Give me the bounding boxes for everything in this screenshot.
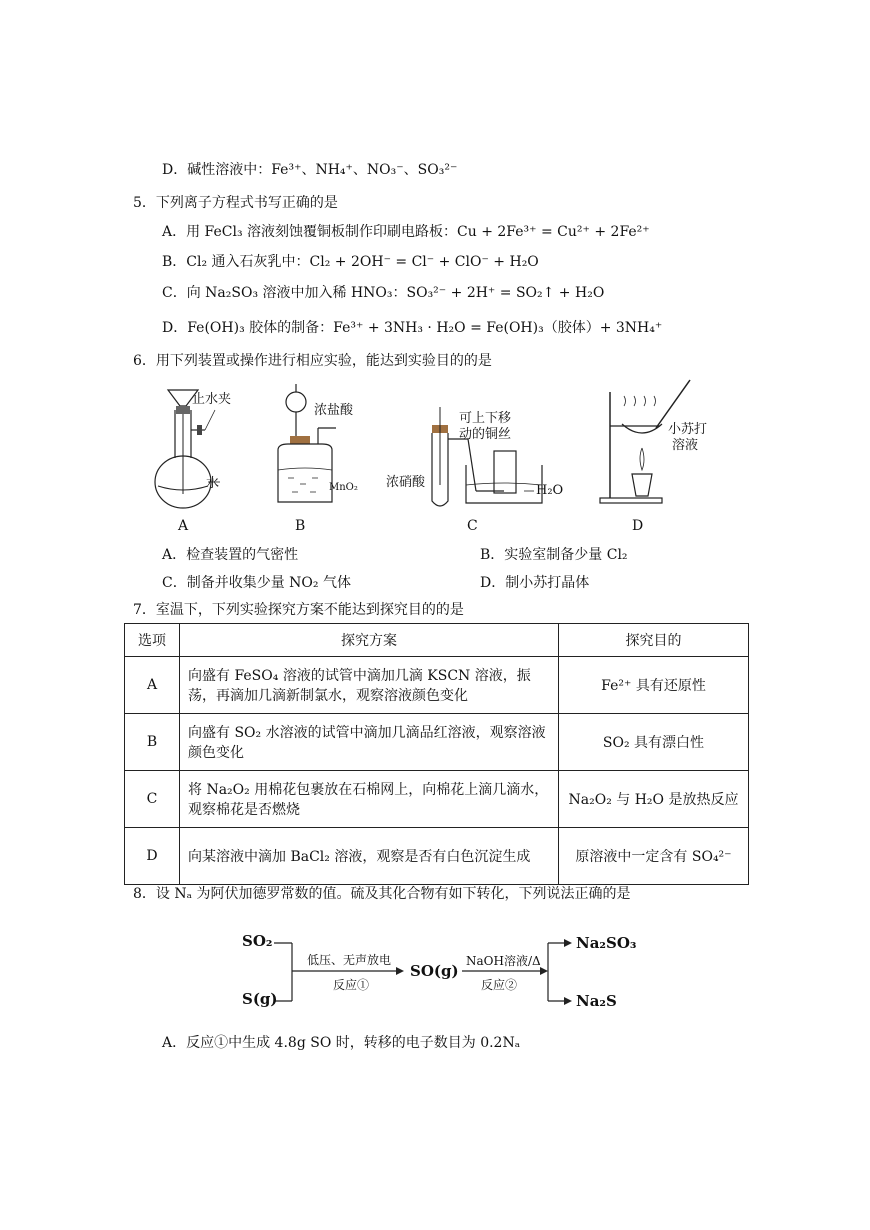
diagram-r2: 反应② [481, 978, 518, 992]
diagram-so: SO(g) [410, 962, 459, 980]
figure-c-caption: C [467, 518, 478, 534]
figure-b-acid-label: 浓盐酸 [314, 403, 354, 418]
figure-b-caption: B [295, 518, 306, 534]
row-option: B [125, 714, 180, 771]
q8-option-a: A．反应①中生成 4.8g SO 时，转移的电子数目为 0.2Nₐ [162, 1035, 521, 1051]
table-row [125, 657, 749, 714]
row-goal: Na₂O₂ 与 H₂O 是放热反应 [559, 771, 749, 828]
figure-a-clamp-label: 止水夹 [192, 392, 232, 407]
table-row [125, 714, 749, 771]
figure-d-label-2: 溶液 [672, 438, 699, 453]
diagram-s: S(g) [242, 990, 278, 1008]
diagram-cond1: 低压、无声放电 [307, 953, 392, 967]
figure-c-wire-label-1: 可上下移 [459, 411, 512, 426]
q6-option-a: A．检查装置的气密性 [162, 547, 299, 563]
table-header-row [125, 624, 749, 657]
row-goal: Fe²⁺ 具有还原性 [559, 657, 749, 714]
row-goal: 原溶液中一定含有 SO₄²⁻ [559, 828, 749, 885]
q5-option-c: C．向 Na₂SO₃ 溶液中加入稀 HNO₃：SO₃²⁻ + 2H⁺ = SO₂↑ + H₂O [162, 285, 605, 301]
diagram-na2so3: Na₂SO₃ [576, 934, 637, 952]
figure-c-water-label: H₂O [536, 483, 564, 498]
q7-table [124, 623, 749, 885]
q5-option-b: B．Cl₂ 通入石灰乳中：Cl₂ + 2OH⁻ = Cl⁻ + ClO⁻ + H₂O [162, 254, 539, 270]
q6-option-c: C．制备并收集少量 NO₂ 气体 [162, 575, 351, 591]
q5-stem: 5．下列离子方程式书写正确的是 [133, 195, 338, 211]
row-option: D [125, 828, 180, 885]
row-plan: 向盛有 SO₂ 水溶液的试管中滴加几滴品红溶液，观察溶液颜色变化 [180, 714, 559, 771]
row-option: A [125, 657, 180, 714]
header-option: 选项 [125, 624, 180, 657]
row-plan: 向盛有 FeSO₄ 溶液的试管中滴加几滴 KSCN 溶液，振荡，再滴加几滴新制氯水，观察溶液颜色变化 [180, 657, 559, 714]
q6-option-d: D．制小苏打晶体 [480, 575, 590, 591]
table-row [125, 828, 749, 885]
figure-d-label-1: 小苏打 [668, 422, 708, 437]
row-plan: 向某溶液中滴加 BaCl₂ 溶液，观察是否有白色沉淀生成 [180, 828, 559, 885]
figure-c-wire-label-2: 动的铜丝 [459, 427, 512, 442]
diagram-so2: SO₂ [242, 932, 273, 950]
diagram-r1: 反应① [333, 978, 370, 992]
figure-c-acid-label: 浓硝酸 [386, 475, 426, 490]
diagram-na2s: Na₂S [576, 992, 617, 1010]
row-goal: SO₂ 具有漂白性 [559, 714, 749, 771]
header-goal: 探究目的 [559, 624, 749, 657]
q7-stem: 7．室温下，下列实验探究方案不能达到探究目的的是 [133, 602, 464, 618]
q6-stem: 6．用下列装置或操作进行相应实验，能达到实验目的的是 [133, 353, 492, 369]
figure-d-caption: D [632, 518, 644, 534]
header-plan: 探究方案 [180, 624, 559, 657]
figure-a-caption: A [178, 518, 189, 534]
q4-option-d: D．碱性溶液中：Fe³⁺、NH₄⁺、NO₃⁻、SO₃²⁻ [162, 162, 458, 178]
figure-a-water-label: 水 [206, 476, 220, 491]
q5-option-a: A．用 FeCl₃ 溶液刻蚀覆铜板制作印刷电路板：Cu + 2Fe³⁺ = Cu²⁺ + 2Fe²⁺ [162, 224, 650, 240]
diagram-cond2: NaOH溶液/Δ [466, 954, 541, 968]
table-row [125, 771, 749, 828]
q6-option-b: B．实验室制备少量 Cl₂ [480, 547, 628, 563]
q8-stem: 8．设 Nₐ 为阿伏加德罗常数的值。硫及其化合物有如下转化，下列说法正确的是 [133, 886, 631, 902]
row-plan: 将 Na₂O₂ 用棉花包裹放在石棉网上，向棉花上滴几滴水，观察棉花是否燃烧 [180, 771, 559, 828]
row-option: C [125, 771, 180, 828]
q5-option-d: D．Fe(OH)₃ 胶体的制备：Fe³⁺ + 3NH₃ · H₂O = Fe(OH)₃（胶体）+ 3NH₄⁺ [162, 320, 663, 336]
figure-b-mno2-label: MnO₂ [329, 482, 358, 493]
